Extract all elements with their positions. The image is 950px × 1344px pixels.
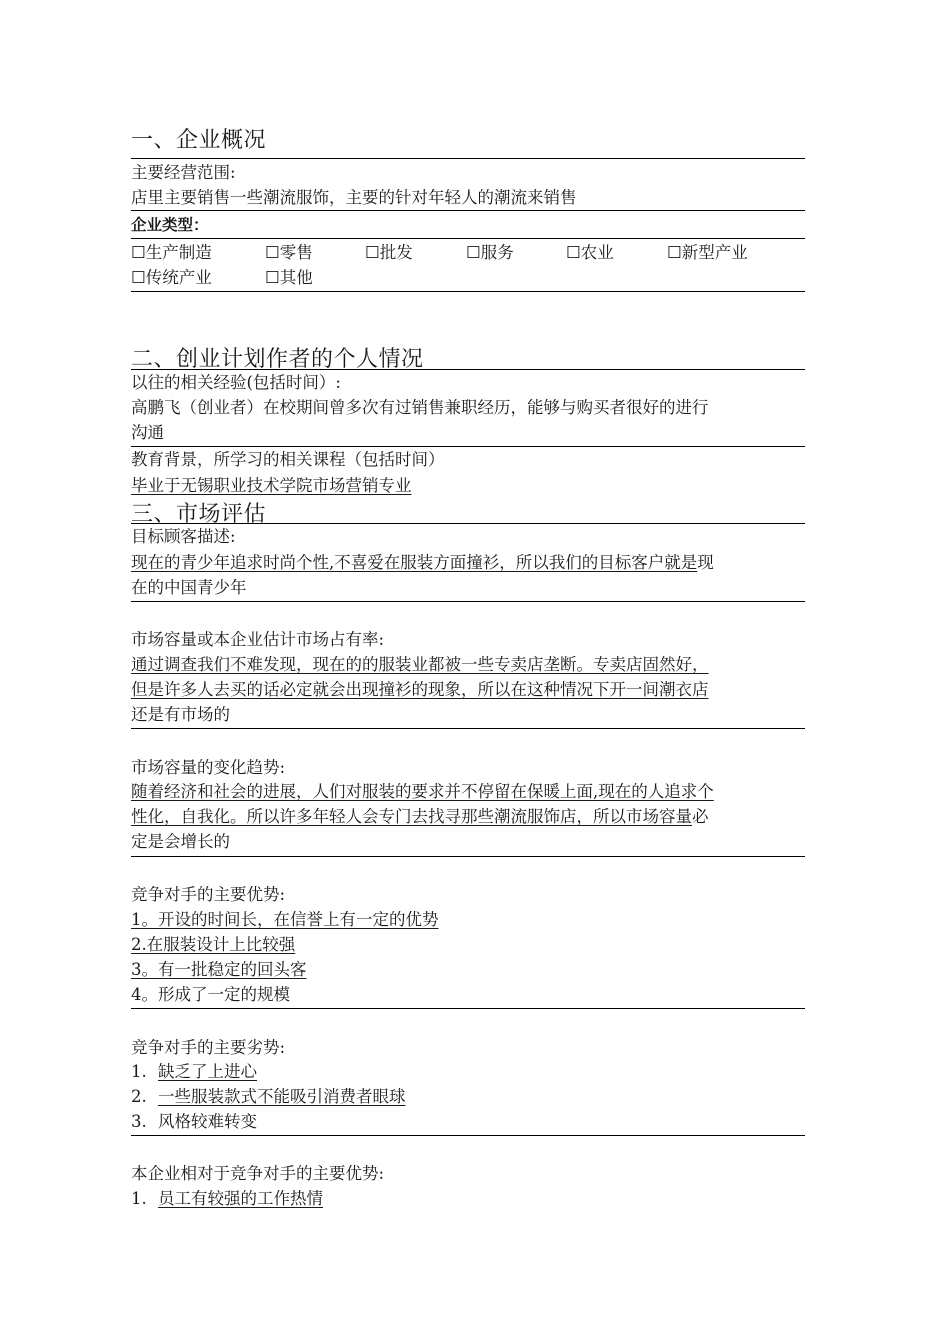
trend-line-2-underlined: 性化，自我化。所以许多年轻人会专门去找寻那些潮流服饰店，所以市场容量 xyxy=(131,807,692,826)
competitor-weakness-item xyxy=(131,1060,257,1084)
education-label: 教育背景，所学习的相关课程（包括时间） xyxy=(131,450,445,469)
own-advantage-item xyxy=(131,1187,323,1211)
list-text: 缺乏了上进心 xyxy=(158,1062,257,1081)
divider xyxy=(131,728,805,729)
divider xyxy=(131,210,805,211)
divider xyxy=(131,1135,805,1136)
competitor-weakness-item xyxy=(131,1110,257,1134)
own-advantage-label: 本企业相对于竞争对手的主要优势: xyxy=(131,1164,385,1183)
divider xyxy=(131,1008,805,1009)
list-text: 一些服装款式不能吸引消费者眼球 xyxy=(158,1087,406,1106)
capacity-line-2: 但是许多人去买的话必定就会出现撞衫的现象，所以在这种情况下开一间潮衣店 xyxy=(131,680,709,699)
trend-line-1: 随着经济和社会的进展，人们对服装的要求并不停留在保暖上面,现在的人追求个 xyxy=(131,782,714,801)
scope-text: 店里主要销售一些潮流服饰，主要的针对年轻人的潮流来销售 xyxy=(131,188,577,207)
list-number: 1. xyxy=(131,1062,147,1081)
divider xyxy=(131,446,805,447)
divider xyxy=(131,158,805,159)
section-title-author: 二、创业计划作者的个人情况 xyxy=(131,347,424,372)
trend-line-2 xyxy=(131,805,709,829)
checkbox-service[interactable]: ☐服务 xyxy=(466,243,514,262)
checkbox-agriculture[interactable]: ☐农业 xyxy=(566,243,614,262)
competitor-advantage-label: 竞争对手的主要优势: xyxy=(131,885,286,904)
competitor-advantage-item: 2.在服装设计上比较强 xyxy=(131,935,296,954)
divider xyxy=(131,238,805,239)
competitor-weakness-label: 竞争对手的主要劣势: xyxy=(131,1038,286,1057)
competitor-advantage-item: 1。开设的时间长，在信誉上有一定的优势 xyxy=(131,910,439,929)
trend-label: 市场容量的变化趋势: xyxy=(131,758,286,777)
competitor-weakness-item xyxy=(131,1085,406,1109)
list-number: 3. xyxy=(131,1112,147,1131)
target-line-1-underlined: 现在的青少年追求时尚个性,不喜爱在服装方面撞衫，所以我们的目标客户就是 xyxy=(131,553,698,572)
education-text: 毕业于无锡职业技术学院市场营销专业 xyxy=(131,476,412,495)
target-line-1-rest: 现 xyxy=(697,553,714,572)
checkbox-manufacturing[interactable]: ☐生产制造 xyxy=(131,243,212,262)
capacity-line-3: 还是有市场的 xyxy=(131,705,230,724)
trend-line-3: 定是会增长的 xyxy=(131,832,230,851)
checkbox-wholesale[interactable]: ☐批发 xyxy=(365,243,413,262)
section-title-overview: 一、企业概况 xyxy=(131,128,267,153)
scope-label: 主要经营范围: xyxy=(131,163,236,182)
list-text: 员工有较强的工作热情 xyxy=(158,1189,323,1208)
divider xyxy=(131,369,805,370)
list-text: 风格较难转变 xyxy=(158,1112,257,1131)
target-line-1 xyxy=(131,551,714,575)
checkbox-traditional-industry[interactable]: ☐传统产业 xyxy=(131,268,212,287)
section-title-market: 三、市场评估 xyxy=(131,502,267,527)
divider xyxy=(131,601,805,602)
list-number: 1. xyxy=(131,1189,147,1208)
divider xyxy=(131,291,805,292)
competitor-advantage-item: 3。有一批稳定的回头客 xyxy=(131,960,307,979)
type-label: 企业类型： xyxy=(131,216,209,234)
capacity-line-1: 通过调查我们不难发现，现在的的服装业都被一些专卖店垄断。专卖店固然好， xyxy=(131,655,709,674)
checkbox-other[interactable]: ☐其他 xyxy=(265,268,313,287)
experience-line-2: 沟通 xyxy=(131,423,164,442)
checkbox-new-industry[interactable]: ☐新型产业 xyxy=(667,243,748,262)
trend-line-2-rest: 必 xyxy=(692,807,709,826)
competitor-advantage-item: 4。形成了一定的规模 xyxy=(131,985,290,1004)
divider xyxy=(131,856,805,857)
divider xyxy=(131,523,805,524)
experience-label: 以往的相关经验(包括时间）: xyxy=(131,373,341,392)
target-line-2: 在的中国青少年 xyxy=(131,578,247,597)
target-label: 目标顾客描述: xyxy=(131,527,236,546)
experience-line-1: 高鹏飞（创业者）在校期间曾多次有过销售兼职经历，能够与购买者很好的进行 xyxy=(131,398,709,417)
list-number: 2. xyxy=(131,1087,147,1106)
capacity-label: 市场容量或本企业估计市场占有率: xyxy=(131,630,385,649)
checkbox-retail[interactable]: ☐零售 xyxy=(265,243,313,262)
